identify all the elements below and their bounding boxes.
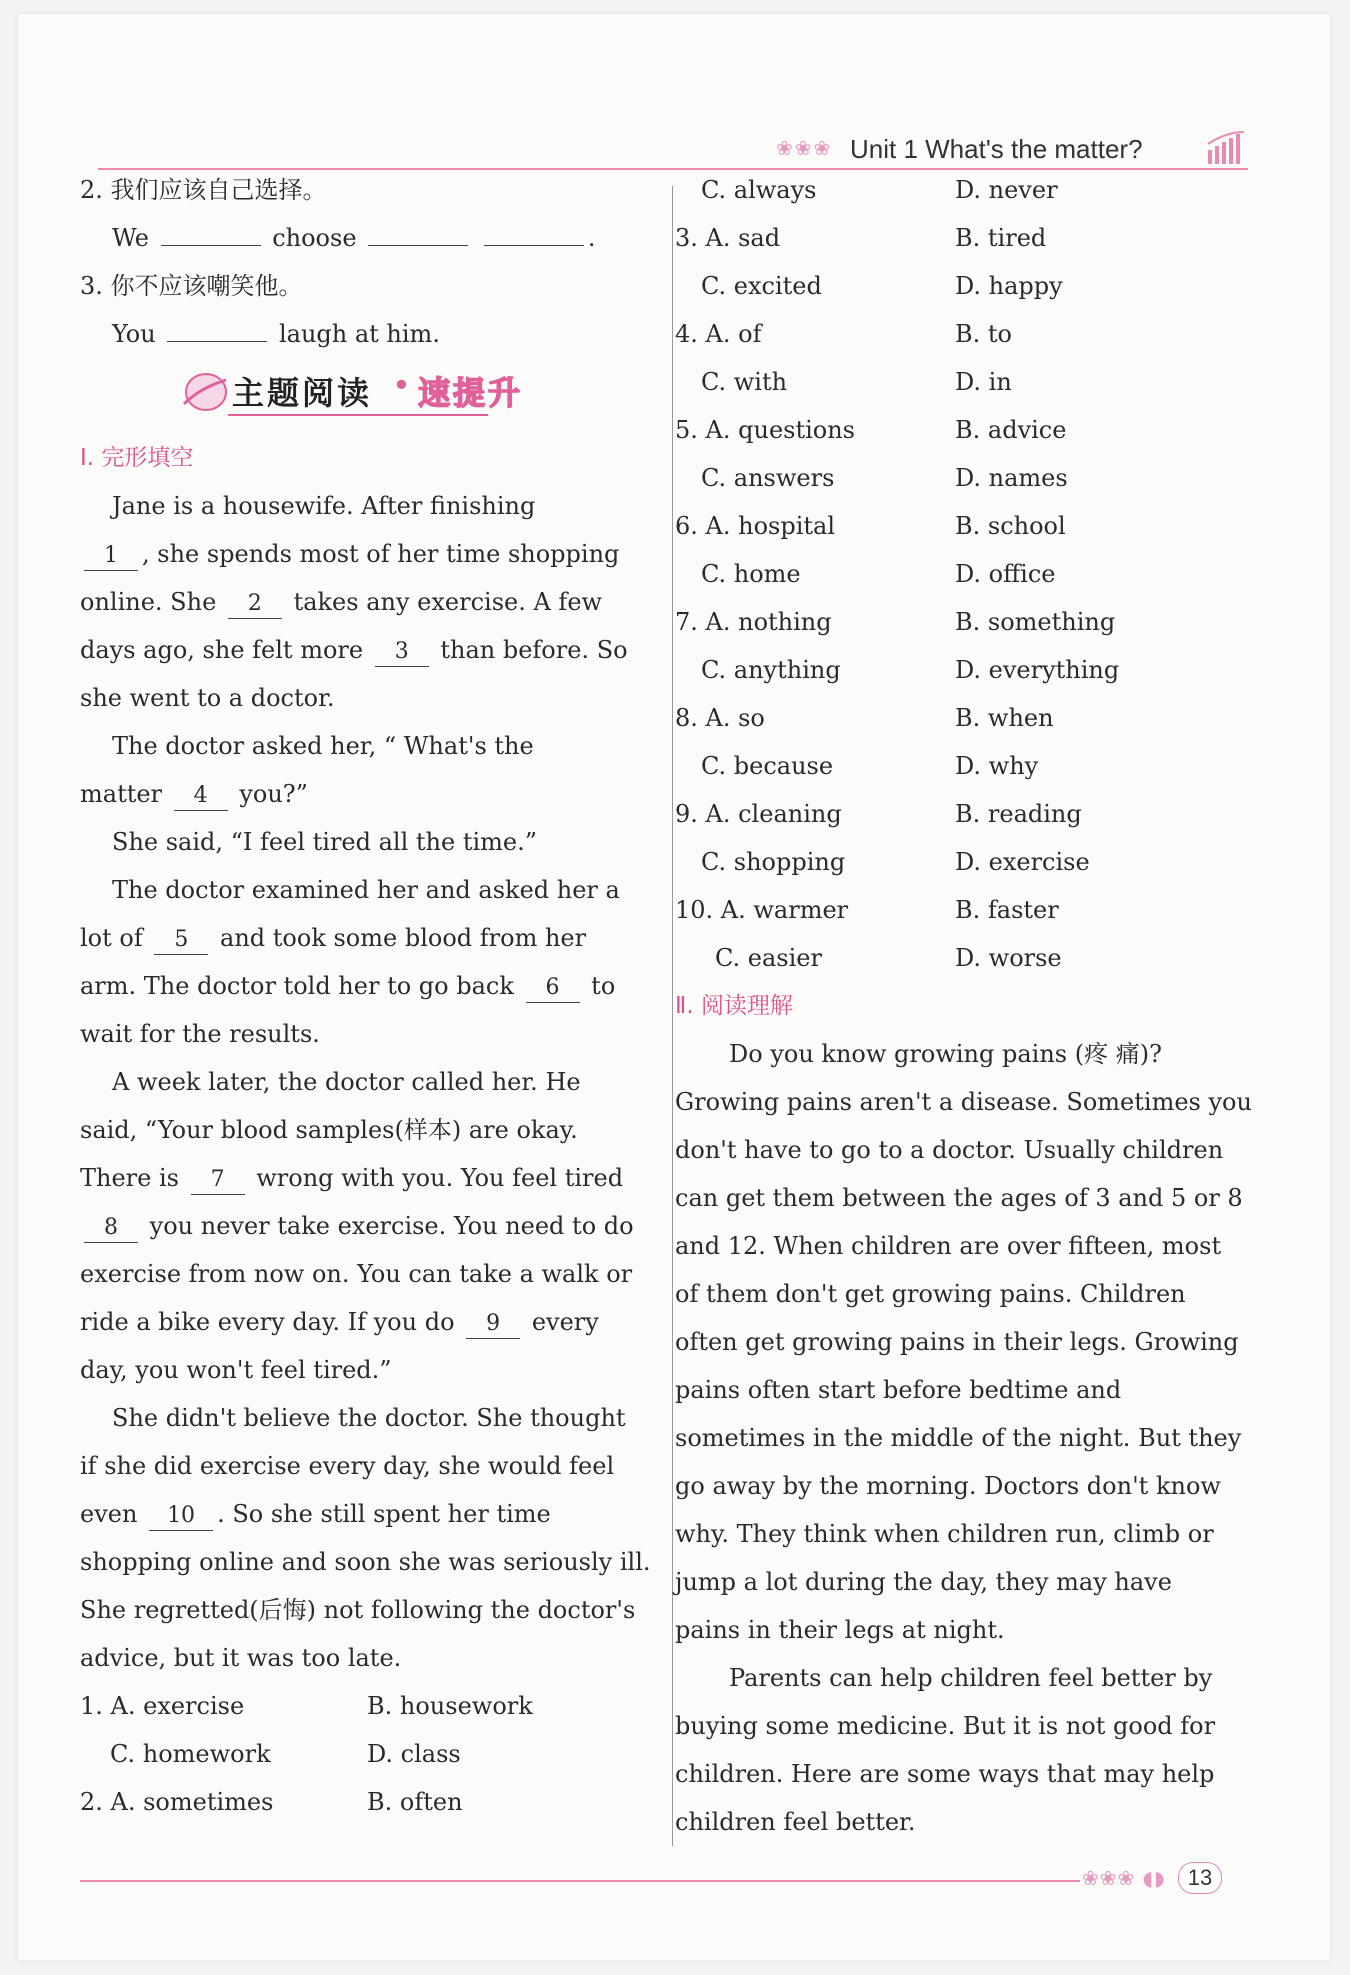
cloze-blank[interactable]: 5 (154, 926, 208, 955)
option-row: C. easier D. worse (715, 944, 1062, 972)
translation-q3-label: 3. 你不应该嘲笑他。 (80, 272, 303, 300)
translation-q2-answer: We choose . (112, 224, 596, 252)
option-row: 10. A. warmer B. faster (675, 896, 1059, 924)
option-row: C. shopping D. exercise (701, 848, 1090, 876)
column-divider (672, 186, 673, 1846)
option-row: C. home D. office (701, 560, 1056, 588)
option-row: C. with D. in (701, 368, 1012, 396)
cloze-blank[interactable]: 7 (191, 1166, 245, 1195)
option-row (80, 1730, 635, 1778)
cloze-passage: Jane is a housewife. After finishing 1 , she spends most of her time shopping online. She 2 takes any exercise. A few days ago, she felt more 3 than before. So she went to a doctor. The doctor asked her, “ What's the matter 4 you?” She said, “I feel tired all the time.” The doctor examined her and asked her a lot of 5 and took some blood from her arm. The doctor told her to go back 6 to wait for the results. A week later, the doctor called her. He said, “Your blood samples(样本) are okay. There is 7 wrong with you. You feel tired 8 you never take exercise. You need to do exercise from now on. You can take a walk or ride a bike every day. If you do 9 every day, you won't feel tired.” She didn't believe the doctor. She thought if she did exercise every day, she would feel even 10 . So she still spent her time shopping online and soon she was seriously ill. She regretted(后悔) not following the doctor's advice, but it was too late. (80, 492, 651, 1672)
unit-title: Unit 1 What's the matter? (850, 134, 1143, 164)
bar-graph-icon (1206, 130, 1246, 166)
option-row: C. answers D. names (701, 464, 1068, 492)
option-row: 6. A. hospital B. school (675, 512, 1066, 540)
option-a[interactable]: 2. A. sometimes (80, 1788, 274, 1816)
option-row: C. anything D. everything (701, 656, 1120, 684)
answer-blank[interactable] (368, 245, 468, 246)
swoosh-icon (180, 370, 230, 414)
banner-dot: • (392, 366, 411, 404)
option-row: C. excited D. happy (701, 272, 1063, 300)
option-row: 9. A. cleaning B. reading (675, 800, 1082, 828)
header-flower-decoration: ❀❀❀ (776, 136, 833, 160)
option-row: 3. A. sad B. tired (675, 224, 1047, 252)
translation-q3-answer: You laugh at him. (112, 320, 440, 348)
cloze-blank[interactable]: 9 (466, 1310, 520, 1339)
option-row (80, 1778, 635, 1826)
answer-blank[interactable] (167, 341, 267, 342)
cloze-blank[interactable]: 3 (375, 638, 429, 667)
right-column (675, 166, 1252, 1846)
option-row (80, 1682, 635, 1730)
cloze-blank[interactable]: 4 (174, 782, 228, 811)
option-d[interactable]: D. class (367, 1740, 461, 1768)
option-row: C. because D. why (701, 752, 1039, 780)
footer-rule (80, 1880, 1080, 1882)
cloze-blank[interactable]: 1 (84, 542, 138, 571)
section-title-reading: Ⅱ. 阅读理解 (675, 993, 793, 1019)
answer-blank[interactable] (161, 245, 261, 246)
cloze-blank[interactable]: 8 (84, 1214, 138, 1243)
cloze-blank[interactable]: 6 (526, 974, 580, 1003)
option-b[interactable]: B. housework (367, 1692, 533, 1720)
option-a[interactable]: 1. A. exercise (80, 1692, 245, 1720)
option-b[interactable]: B. often (367, 1788, 463, 1816)
left-column (80, 166, 651, 1826)
translation-q2-label: 2. 我们应该自己选择。 (80, 176, 327, 204)
page-number: 13 (1178, 1862, 1222, 1894)
footer-flower-decoration: ❀❀❀ ◖◗ (1082, 1866, 1166, 1890)
cloze-blank[interactable]: 2 (228, 590, 282, 619)
reading-passage: Do you know growing pains (疼 痛)? Growing pains aren't a disease. Sometimes you don't have to go to a doctor. Usually children can get them between the ages of 3 and 5 or 8 and 12. When children are over fifteen, most of them don't get growing pains. Children often get growing pains in their legs. Growing pains often start before bedtime and sometimes in the middle of the night. But they go away by the morning. Doctors don't know why. They think when children run, climb or jump a lot during the day, they may have pains in their legs at night. Parents can help children feel better by buying some medicine. But it is not good for children. Here are some ways that may help children feel better. (675, 1040, 1252, 1836)
option-row: 5. A. questions B. advice (675, 416, 1067, 444)
options-right (675, 166, 1230, 982)
option-row: 4. A. of B. to (675, 320, 1012, 348)
option-row: 7. A. nothing B. something (675, 608, 1116, 636)
options-left (80, 1682, 635, 1826)
banner-underline (228, 414, 488, 416)
option-c[interactable]: C. homework (110, 1740, 271, 1768)
option-row: C. always D. never (701, 176, 1058, 204)
cloze-blank[interactable]: 10 (149, 1502, 213, 1531)
section-title-cloze: Ⅰ. 完形填空 (80, 445, 194, 471)
section-banner (80, 362, 635, 432)
answer-blank[interactable] (484, 245, 584, 246)
banner-subtitle: 速提升 (418, 374, 524, 412)
banner-title: 主题阅读 (232, 374, 373, 412)
option-row: 8. A. so B. when (675, 704, 1054, 732)
